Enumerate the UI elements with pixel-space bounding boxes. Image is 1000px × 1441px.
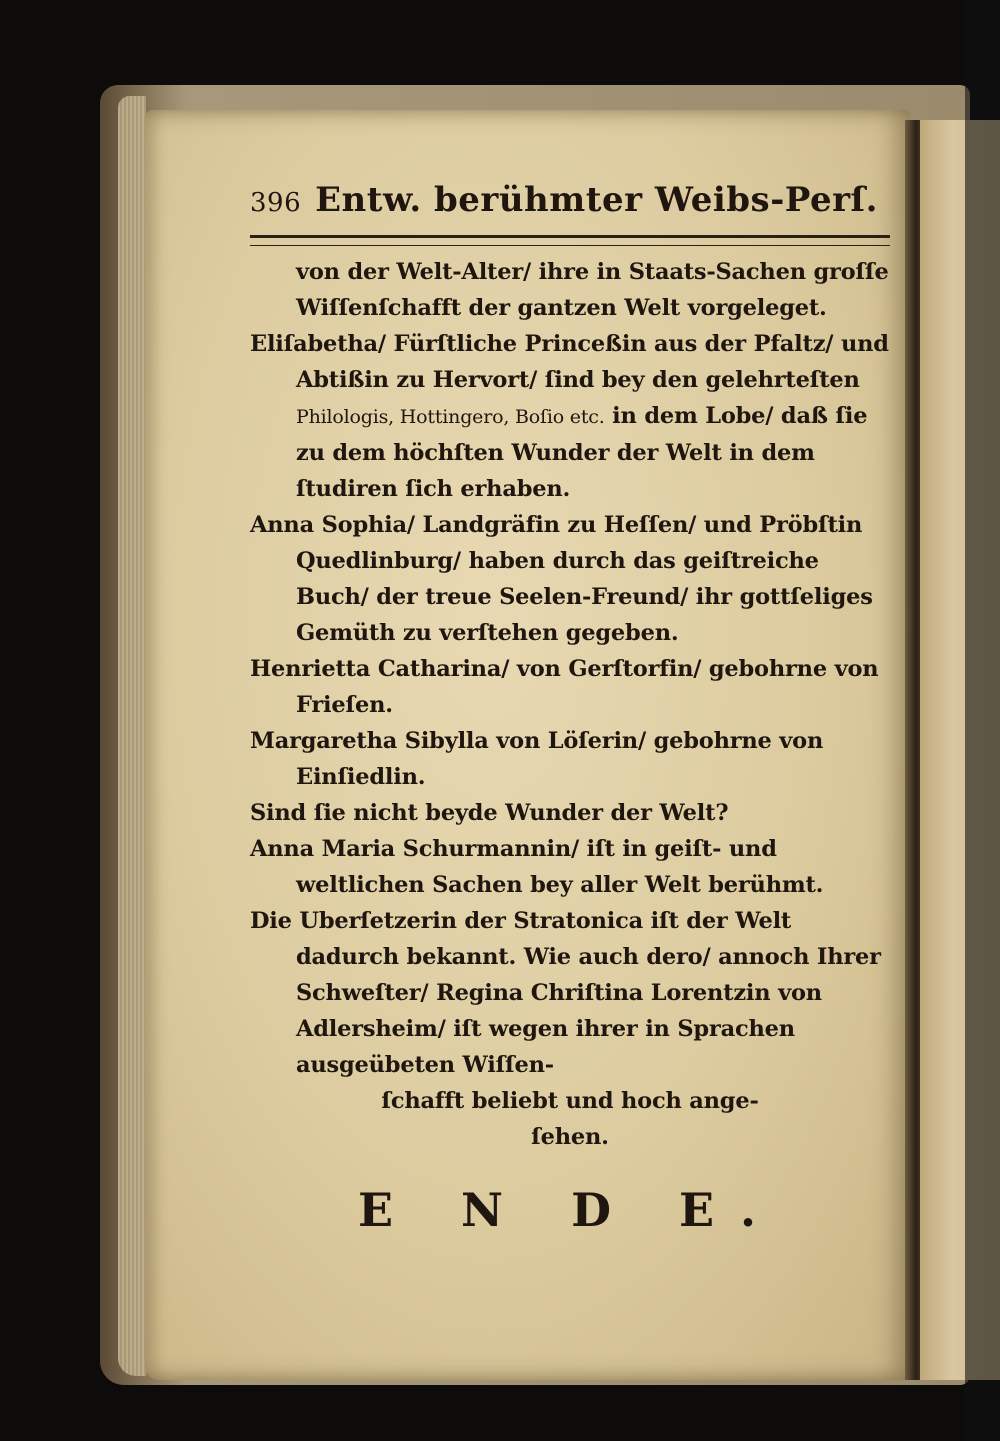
closing-line-1: ſchafft beliebt und hoch ange-: [381, 1088, 759, 1114]
closing-line-2: ſehen.: [531, 1124, 609, 1150]
header-rule: [250, 235, 890, 246]
entry-text: in dem Lobe/ daß ſie zu dem höchſten Wunder der Welt in dem ſtudiren ſich erhaben.: [296, 403, 868, 502]
entry-stratonica: Die Uberſetzerin der Stratonica iſt der Welt dadurch bekannt. Wie auch dero/ annoch Ihrer Schweſter/ Regina Chriſtina Lorentzin von Adlersheim/ iſt wegen ihrer in Sprachen ausgeübeten Wiſſen-: [250, 908, 881, 1078]
entry-text: Eliſabetha/ Fürſtliche Princeßin aus der Pfaltz/ und Abtißin zu Hervort/ ſind bey den gelehrteſten: [250, 331, 889, 393]
running-head: [250, 180, 890, 223]
entry-question: Sind ſie nicht beyde Wunder der Welt?: [250, 800, 729, 826]
entry-anna-sophia: Anna Sophia/ Landgräfin zu Heſſen/ und Pröbſtin Quedlinburg/ haben durch das geiſtreiche Buch/ der treue Seelen-Freund/ ihr gottſeliges Gemüth zu verſtehen gegeben.: [250, 512, 873, 646]
background-edge: [965, 0, 1000, 1441]
entry-margaretha: Margaretha Sibylla von Löſerin/ gebohrne von Einſiedlin.: [250, 728, 824, 790]
latin-citation: Philologis, Hottingero, Boſio etc.: [296, 406, 605, 428]
body-text: [250, 254, 890, 1155]
entry-elisabetha: [250, 326, 890, 507]
entry-continuation: von der Welt-Alter/ ihre in Staats-Sachen groſſe Wiſſenſchafft der gantzen Welt vorgeleget.: [296, 259, 889, 321]
page-text: [250, 180, 890, 1237]
page-number: 396: [250, 188, 302, 218]
entry-henrietta: Henrietta Catharina/ von Gerſtorfin/ gebohrne von Frieſen.: [250, 656, 879, 718]
running-title: Entw. berühmter Weibs-Perſ.: [315, 180, 878, 220]
page-block-edge: [118, 96, 146, 1376]
finis-ende: E N D E.: [357, 1183, 783, 1237]
entry-schurmannin: Anna Maria Schurmannin/ iſt in geiſt- und weltlichen Sachen bey aller Welt berühmt.: [250, 836, 824, 898]
